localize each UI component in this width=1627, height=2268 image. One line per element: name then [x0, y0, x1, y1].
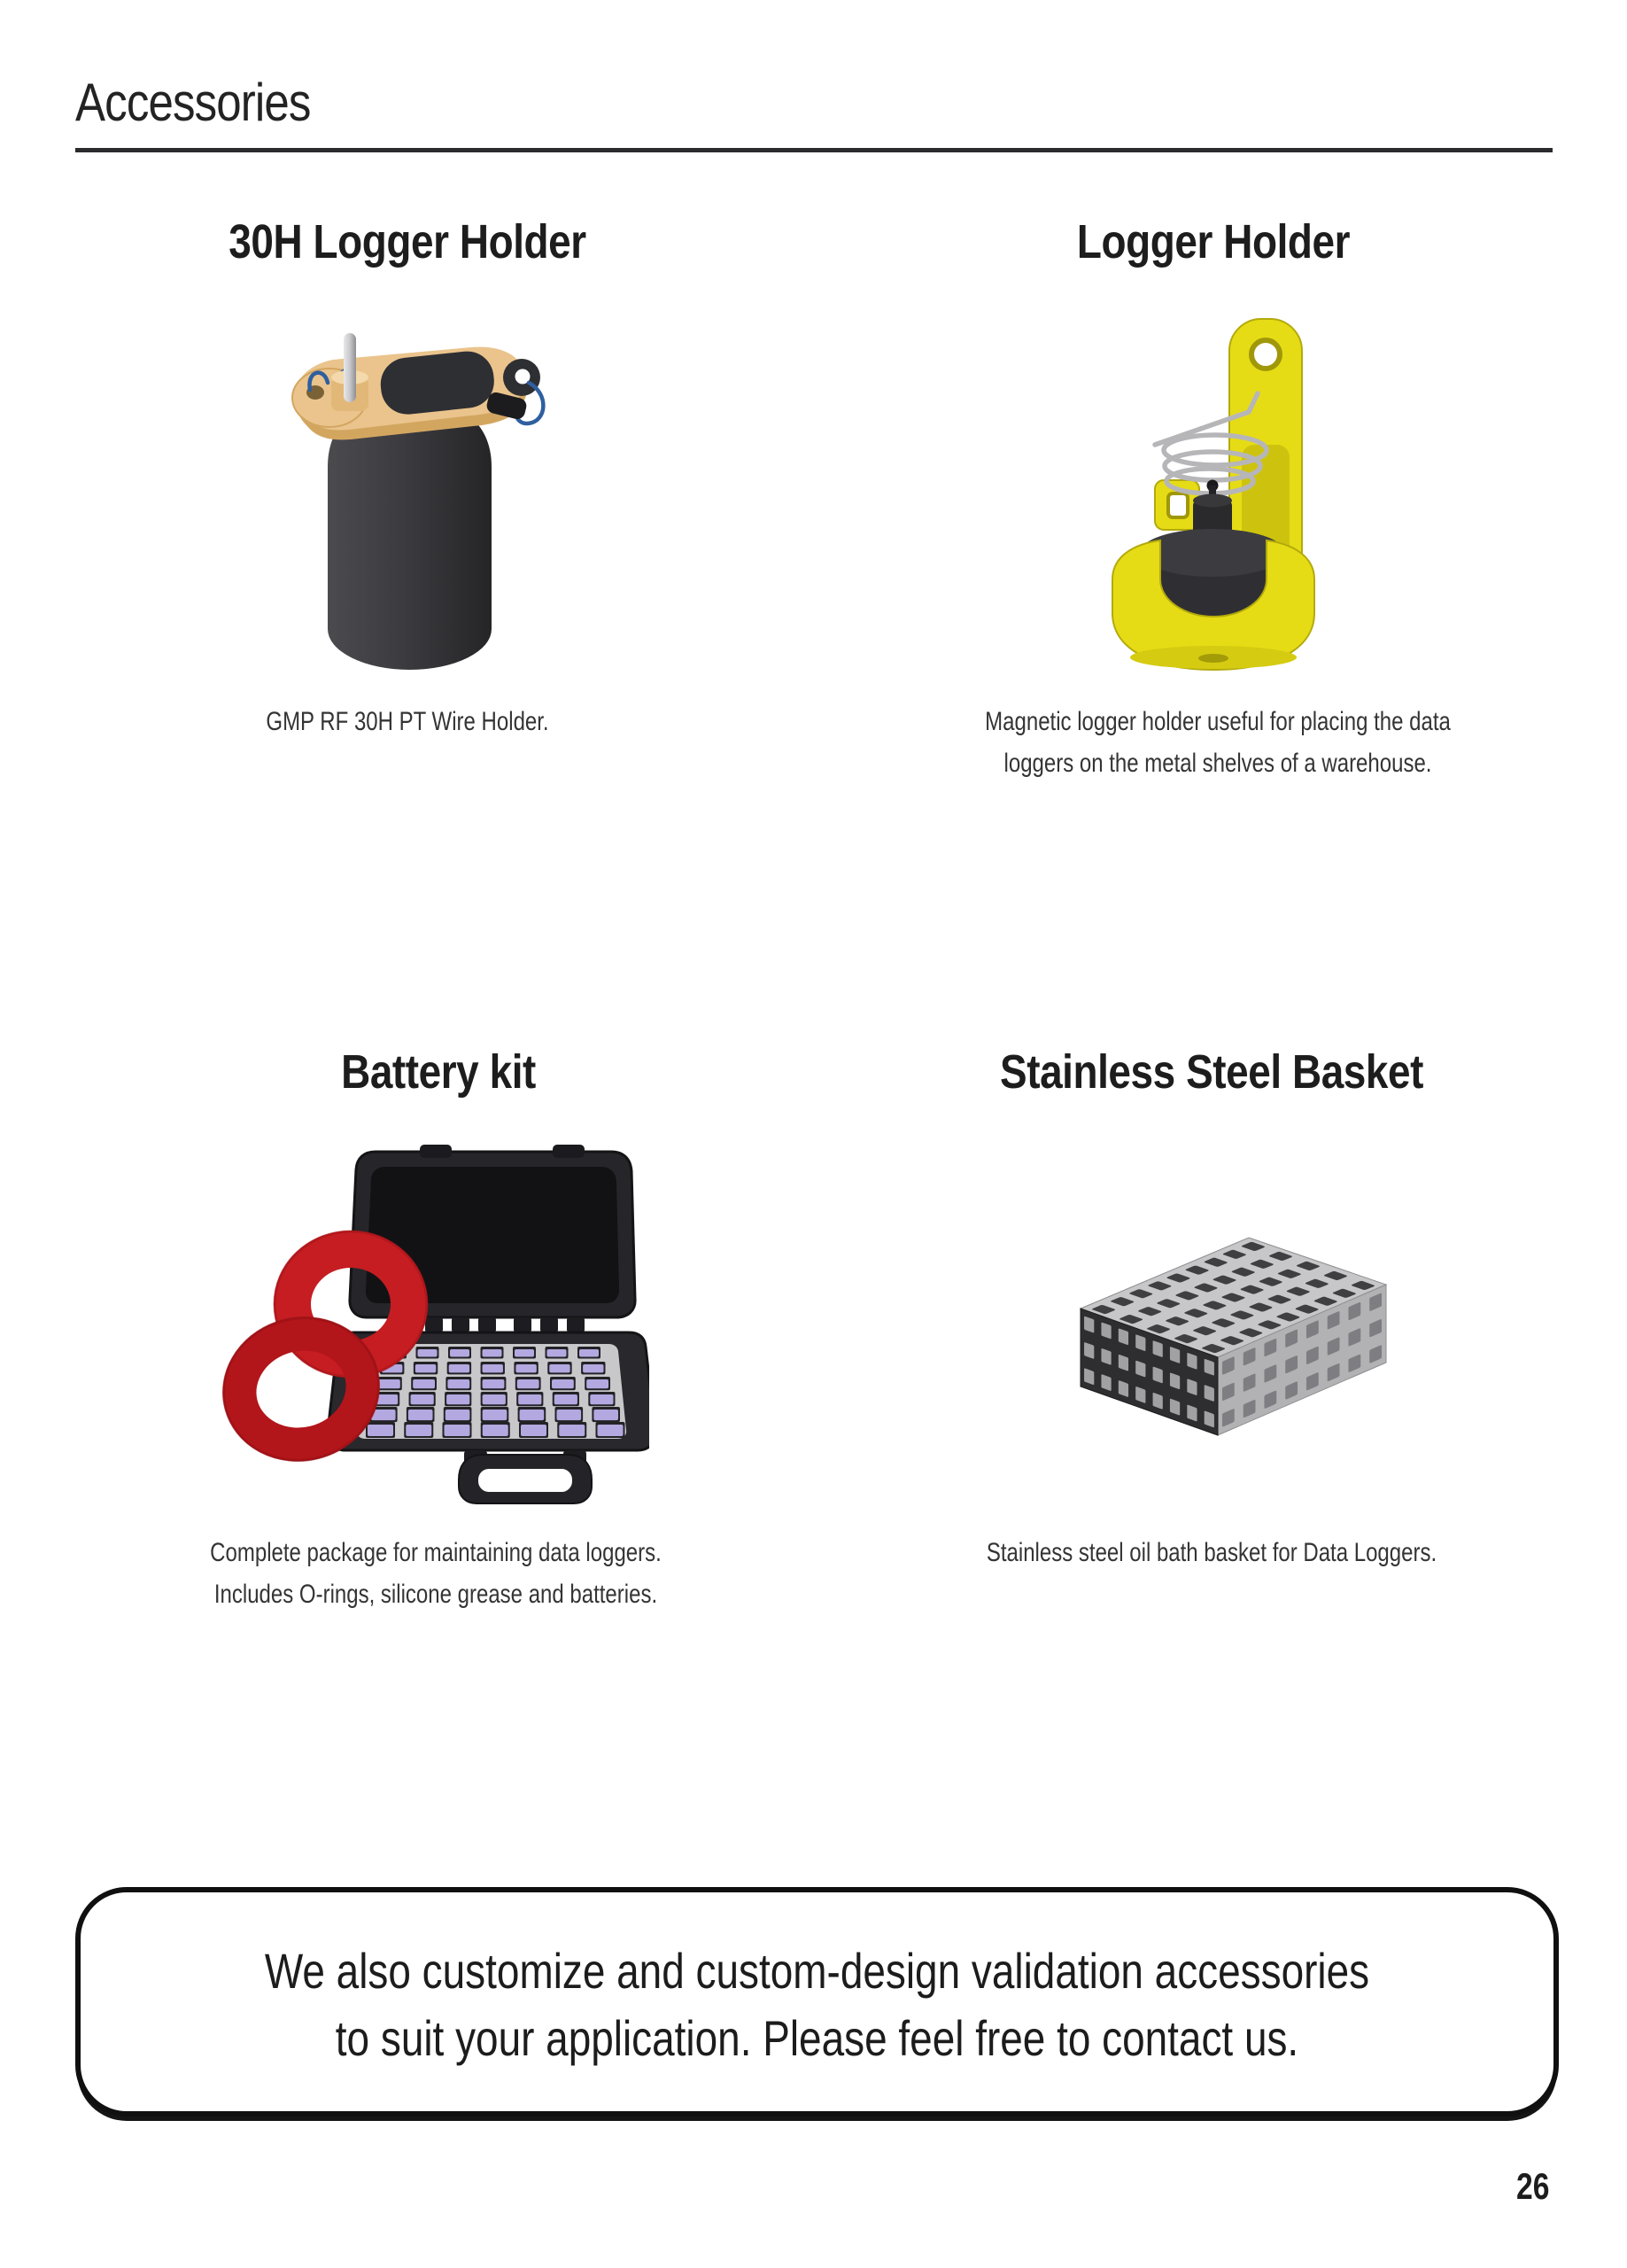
product-title-30h-logger-holder: 30H Logger Holder	[229, 215, 586, 268]
product-caption-battery-kit: Complete package for maintaining data loggers. Includes O-rings, silicone grease and batteries.	[210, 1538, 662, 1609]
footer-note-box	[75, 1887, 1559, 2117]
page-title: Accessories	[75, 73, 311, 132]
footer-note-line-1: We also customize and custom-design validation accessories	[264, 1942, 1370, 1999]
product-caption-stainless-steel-basket: Stainless steel oil bath basket for Data Loggers.	[986, 1538, 1437, 1567]
battery-kit-image	[202, 1143, 649, 1511]
product-title-stainless-steel-basket: Stainless Steel Basket	[1000, 1045, 1423, 1099]
header-divider	[75, 148, 1553, 152]
30h-logger-holder-image	[266, 312, 549, 684]
product-caption-30h-logger-holder: GMP RF 30H PT Wire Holder.	[266, 707, 549, 736]
product-title-logger-holder: Logger Holder	[1076, 215, 1351, 268]
product-title-battery-kit: Battery kit	[341, 1045, 536, 1099]
stainless-steel-basket-image	[1058, 1216, 1395, 1446]
magnetic-logger-holder-image	[1100, 312, 1330, 673]
page-number: 26	[1516, 2165, 1550, 2207]
footer-note-line-2: to suit your application. Please feel free to contact us.	[335, 2009, 1299, 2066]
product-caption-logger-holder: Magnetic logger holder useful for placing the data loggers on the metal shelves of a warehouse.	[985, 707, 1451, 778]
